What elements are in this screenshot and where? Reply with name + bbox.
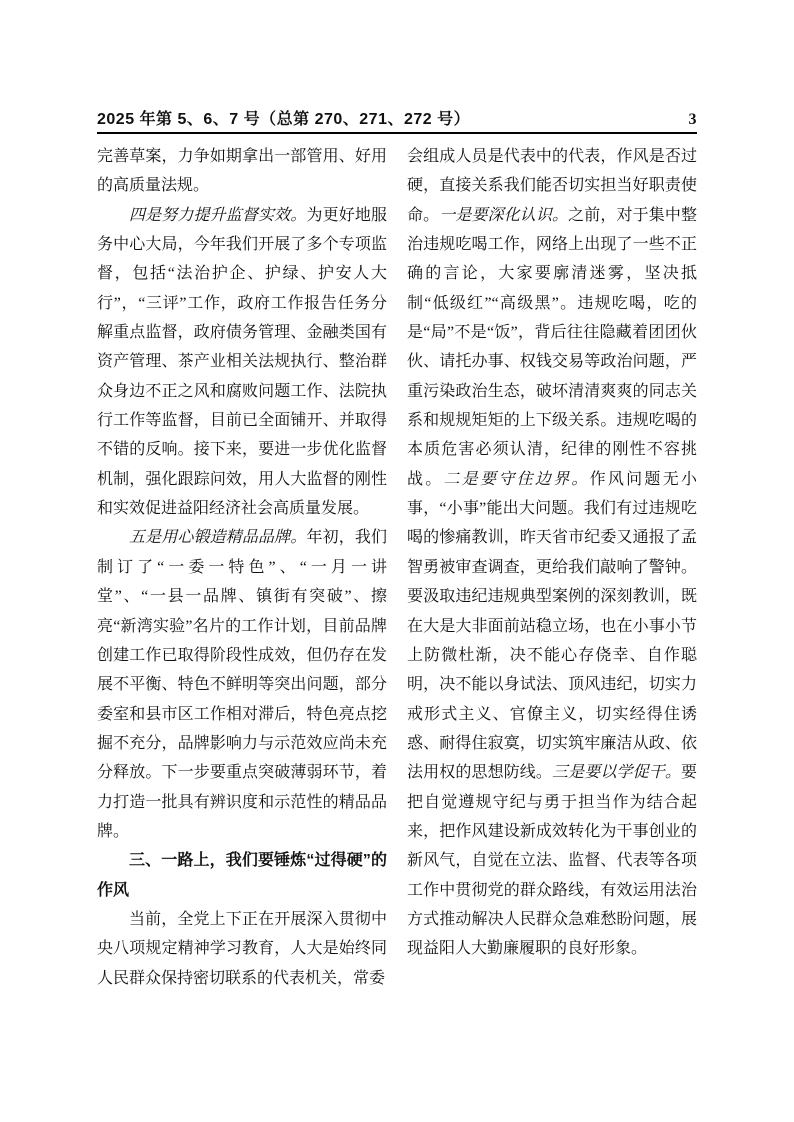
lead-in-sentence: 五是用心锻造精品品牌。 <box>129 529 307 547</box>
paragraph <box>97 905 387 993</box>
paragraph-text: 完善草案，力争如期拿出一部管用、好用的高质量法规。 <box>97 148 387 195</box>
paragraph-text: 为更好地服务中心大局，今年我们开展了多个专项监督，包括“法治护企、护绿、护安人大行”，“三评”工作，政府工作报告任务分解重点监督，政府债务管理、金融类国有资产管理、茶产业相关法规执行、整治群众身边不正之风和腐败问题工作、法院执行工作等监督，目前已全面铺开、并取得不错的反响。接下来，要进一步优化监督机制，强化跟踪问效，用人大监督的刚性和实效促进益阳经济社会高质量发展。 <box>97 206 387 518</box>
paragraph <box>97 523 387 846</box>
paragraph-text: 之前，对于集中整治违规吃喝工作，网络上出现了一些不正确的言论，大家要廓清迷雾，坚决抵制“低级红”“高级黑”。违规吃喝，吃的是“局”不是“饭”，背后往往隐藏着团团伙伙、请托办事、权钱交易等政治问题，严重污染政治生态，破坏清清爽爽的同志关系和规规矩矩的上下级关系。违规吃喝的本质危害必须认清，纪律的刚性不容挑战。 <box>407 206 697 488</box>
page-number: 3 <box>688 111 697 128</box>
lead-in-sentence: 三是要以学促干。 <box>552 764 681 782</box>
paragraph <box>97 201 387 524</box>
paragraph-continuation <box>97 142 387 201</box>
right-column <box>407 142 697 993</box>
issue-info: 2025 年第 5、6、7 号（总第 270、271、272 号） <box>97 111 471 128</box>
lead-in-sentence: 二是要守住边界。 <box>443 470 590 488</box>
article-body <box>97 142 697 993</box>
paragraph-text: 年初，我们制订了“一委一特色”、“一月一讲堂”、“一县一品牌、镇街有突破”、擦亮“新湾实验”名片的工作计划，目前品牌创建工作已取得阶段性成效，但仍存在发展不平衡、特色不鲜明等突出问题，部分委室和县市区工作相对滞后，特色亮点挖掘不充分，品牌影响力与示范效应尚未充分释放。下一步要重点突破薄弱环节，着力打造一批具有辨识度和示范性的精品品牌。 <box>97 529 387 840</box>
left-column <box>97 142 387 993</box>
page-header <box>97 106 697 134</box>
paragraph-text: 作风问题无小事，“小事”能出大问题。我们有过违规吃喝的惨痛教训，昨天省市纪委又通报了孟智勇被审查调查，更给我们敲响了警钟。要汲取违纪违规典型案例的深刻教训，既在大是大非面前站稳立场，也在小事小节上防微杜渐，决不能心存侥幸、自作聪明，决不能以身试法、顶风违纪，切实力戒形式主义、官僚主义，切实经得住诱惑、耐得住寂寞，切实筑牢廉洁从政、依法用权的思想防线。 <box>407 470 697 782</box>
paragraph-text: 当前，全党上下正在开展深入贯彻中央八项规定精神学习教育，人大是始终同人民群众保持密切联系的代表机关，常委 <box>97 910 387 987</box>
paragraph-text: 要把自觉遵规守纪与勇于担当作为结合起来，把作风建设新成效转化为干事创业的新风气，自觉在立法、监督、代表等各项工作中贯彻党的群众路线，有效运用法治方式推动解决人民群众急难愁盼问题，展现益阳人大勤廉履职的良好形象。 <box>407 764 697 958</box>
lead-in-sentence: 四是努力提升监督实效。 <box>129 206 307 224</box>
paragraph-continuation <box>407 142 697 964</box>
section-heading <box>97 846 387 905</box>
section-heading-text: 三、一路上，我们要锤炼“过得硬”的作风 <box>97 852 387 899</box>
lead-in-sentence: 一是要深化认识。 <box>439 206 569 224</box>
paragraph-text: 会组成人员是代表中的代表，作风是否过硬，直接关系我们能否切实担当好职责使命。 <box>407 148 697 224</box>
